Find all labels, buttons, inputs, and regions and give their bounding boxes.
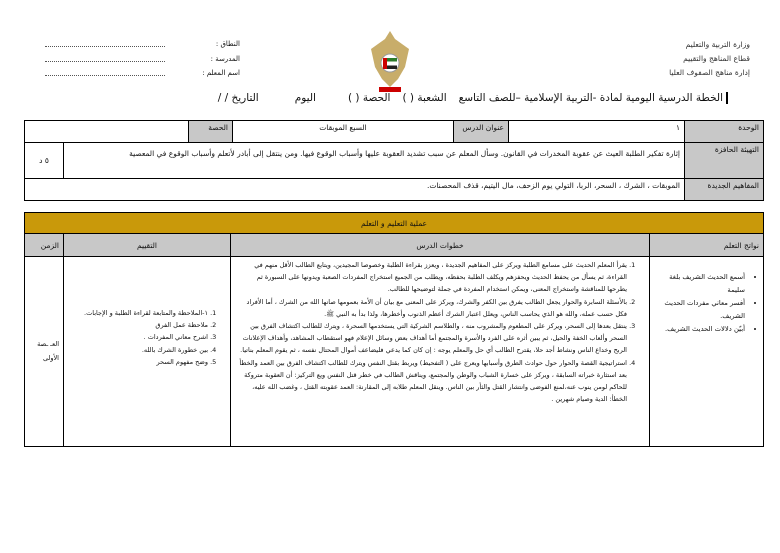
assessment-item: 3. اشرح معاني المفردات .	[68, 331, 208, 343]
outcome-item: • أفسر معاني مفردات الحديث الشريف.	[654, 297, 745, 323]
title-period: الحصة ( )	[347, 92, 391, 104]
outcome-item: • أسمع الحديث الشريف بلغة سليمة	[654, 271, 745, 297]
teacher-field[interactable]	[45, 66, 165, 76]
lesson-label: عنوان الدرس	[454, 121, 509, 143]
teaching-process-table	[24, 212, 764, 447]
assessment-item: 2. ملاحظة عمل الفرق	[68, 319, 208, 331]
time-header: الزمن	[25, 234, 64, 257]
title-date: التاريخ / /	[217, 92, 259, 104]
assessment-item: 4. بين خطورة الشرك بالله.	[68, 344, 208, 356]
department-name: إدارة مناهج الصفوف العليا	[669, 68, 750, 77]
steps-header: خطوات الدرس	[231, 234, 650, 257]
uae-emblem-icon	[365, 27, 415, 97]
ministry-name: وزارة التربية والتعليم	[685, 40, 750, 49]
assessment-item: 5. وضح مفهوم السحر	[68, 356, 208, 368]
unit-label: الوحدة	[685, 121, 764, 143]
title-section: الشعبة ( )	[402, 92, 447, 104]
lesson-info-table	[24, 120, 764, 201]
domain-field[interactable]	[45, 37, 165, 47]
assessment-item: 1. ١-الملاحظة والمتابعة لقراءة الطلبة و الإجابات.	[68, 307, 208, 319]
outcome-item: • أبيّن دلالات الحديث الشريف.	[654, 323, 745, 336]
concepts-label: المفاهيم الجديدة	[685, 179, 764, 201]
assessment-cell	[64, 257, 231, 447]
step-item: 4. استراتيجية القصة والحوار حول حوادث الطرق وأسبابها ويعرج على ( التفحيط) ويربط بقتل النفس ويترك للطالب اكتشاف الفرق بين العمد والخطأ بعد استثارة خبراته السابقة ، ويركز على خسارة الشباب والوطن والمجتمع، ويناقش الطالب في خطر قتل النفس ويع التركيز: أن العقوبة متروكة للحاكم لومن ينوب عنه،لمنع الفوضى وانتشار القتل والثأر بين الناس. وينقل المعلم طلابه إلى المقارنة: العمد عقوبته القتل ، وغضب الله عليه، الخطأ: الدية وصيام شهرين .	[235, 357, 627, 406]
process-title: عملية التعليم و التعلم	[25, 213, 764, 234]
field-label: المدرسة :	[210, 54, 240, 63]
step-item: 3. ينتقل بعدها إلى السحر، ويركز على المطعوم والمشروب منه ، والطلاسم الشركية التي يستخدمها السحرة ، ويترك للطالب اكتشاف الفرق بين السحر وألعاب الخفة والحيل، ثم يبين أثره على الفرد والأسرة والمجتمع أما أهداف بعض وسائل الإعلام فهو استقطاب المشاهد، وأهداف الإعلانات الربح وخداع الناس ونشاط أجد حلا، يقترح الطالب أي حل والمعلم يوجه : إن كان كما يدعي فليضاعف أموال المحتال نفسه ، ثم يقوم المعلم بناتيا.	[235, 320, 627, 357]
field-label: اسم المعلم :	[202, 69, 240, 77]
warmup-text: إثارة تفكير الطلبة العيث عن عقوبة المخدرات في القانون. وسأل المعلم عن سبب تشديد العقوبة عليها وأسباب الوقوع فيها. ومن ينتقل إلى أبادر لأتعلم وأسباب الوقوع في المعصية	[64, 143, 685, 179]
step-item: 2. بالأسئلة السابرة والحوار يجعل الطالب يفرق بين الكفر والشرك، ويركز على المعنى مع بيان أن الأمة بعمومها صانها الله من الشرك ، أما الأفراد فكل حسب عمله، والله هو الذي يحاسب الناس، ويعلل اعتبار الشرك أعظم الذنوب وأخطرها، ولذا بدأ به النبي ﷺ.	[235, 296, 627, 320]
time-cell: العـ ـصة الأولى	[25, 257, 64, 447]
assessment-header: التقييم	[64, 234, 231, 257]
page-title	[218, 92, 728, 104]
title-day: اليوم	[294, 92, 316, 104]
period-value	[25, 121, 189, 143]
lesson-value: السبع الموبقات	[233, 121, 454, 143]
outcomes-cell	[650, 257, 764, 447]
concepts-text: الموبقات ، الشرك ، السحر، الربا، التولي يوم الزحف، مال اليتيم، قذف المحصنات.	[25, 179, 685, 201]
steps-cell	[231, 257, 650, 447]
teacher-fields	[45, 37, 240, 81]
unit-value: ١	[509, 121, 685, 143]
title-main: الخطة الدرسية اليومية لمادة -التربية الإسلامية –للصف التاسع	[458, 92, 723, 104]
warmup-time: ٥ د	[25, 143, 64, 179]
school-field[interactable]	[45, 52, 165, 62]
period-label: الحصة	[189, 121, 233, 143]
sector-name: قطاع المناهج والتقييم	[683, 54, 750, 63]
warmup-label: التهيئة الحافزة	[685, 143, 764, 179]
outcomes-header: نواتج التعلم	[650, 234, 764, 257]
field-label: النطاق :	[215, 40, 240, 48]
ministry-block	[669, 38, 750, 80]
step-item: 1. يقرأ المعلم الحديث على مسامع الطلبة ويركز على المفاهيم الجديدة ، ويعزز بقراءة الطلبة وخصوصا المجيدين، ويتابع الطالب الأقل منهم في القراءة، ثم يسأل من يحفظ الحديث ويحفزهم ويكلف الطلبة بحفظه، ويطلب من الجميع استخراج المفردات الصعبة ويدونها على السبورة ثم يطرحها للمناقشة واستخراج المعنى، ويمكن استخدام المفردة في جملة لتوضيحها للطالب.	[235, 259, 627, 296]
